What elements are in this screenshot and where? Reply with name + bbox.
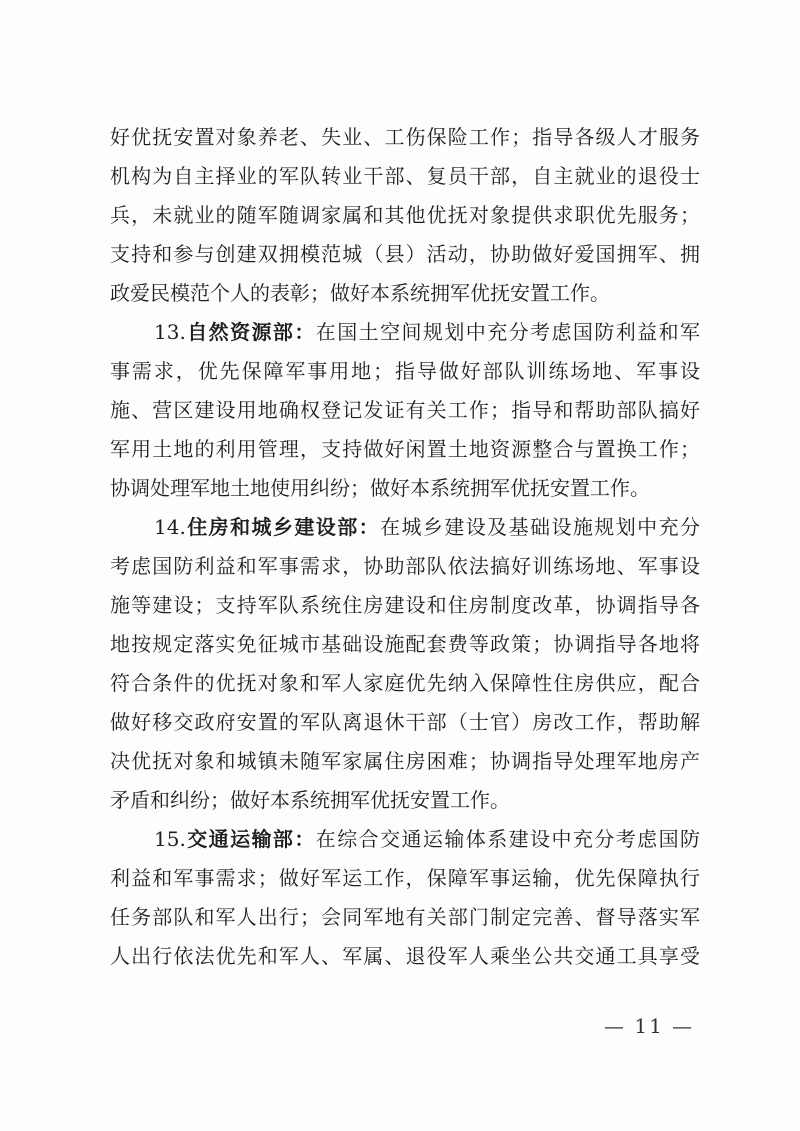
text-line: 机构为自主择业的军队转业干部、复员干部，自主就业的退役士 [110,164,700,188]
department-heading: 住房和城乡建设部： [185,515,381,539]
text-span: 在城乡建设及基础设施规划中充分 [380,515,701,539]
item-number: 13. [154,320,186,344]
text-line: 兵，未就业的随军随调家属和其他优抚对象提供求职优先服务； [110,203,700,227]
text-line: 做好移交政府安置的军队离退休干部（士官）房改工作，帮助解 [110,710,700,734]
text-line: 利益和军事需求；做好军运工作，保障军事运输，优先保障执行 [110,866,700,890]
paragraph-first-line [110,508,700,547]
text-line: 军用土地的利用管理，支持做好闲置土地资源整合与置换工作； [110,437,700,461]
item-number: 14. [154,515,186,539]
text-line: 施、营区建设用地确权登记发证有关工作；指导和帮助部队搞好 [110,398,700,422]
item-number: 15. [154,827,186,851]
paragraph-first-line [110,313,700,352]
department-heading: 自然资源部： [185,320,316,344]
text-line: 矛盾和纠纷；做好本系统拥军优抚安置工作。 [110,788,510,812]
text-line: 决优抚对象和城镇未随军家属住房困难；协调指导处理军地房产 [110,749,700,773]
department-heading: 交通运输部： [185,827,316,851]
text-line: 支持和参与创建双拥模范城（县）活动，协助做好爱国拥军、拥 [110,242,700,266]
text-line: 好优抚安置对象养老、失业、工伤保险工作；指导各级人才服务 [110,125,700,149]
text-line: 人出行依法优先和军人、军属、退役军人乘坐公共交通工具享受 [110,944,700,968]
text-line: 考虑国防利益和军事需求，协助部队依法搞好训练场地、军事设 [110,554,700,578]
paragraph-13-natural-resources [110,313,700,508]
text-span: 在国土空间规划中充分考虑国防利益和军 [315,320,701,344]
text-line: 地按规定落实免征城市基础设施配套费等政策；协调指导各地将 [110,632,700,656]
document-body [110,118,700,976]
text-line: 施等建设；支持军队系统住房建设和住房制度改革，协调指导各 [110,593,700,617]
page-number: — 11 — [604,1014,695,1038]
text-line: 符合条件的优抚对象和军人家庭优先纳入保障性住房供应，配合 [110,671,700,695]
paragraph-15-transport [110,820,700,976]
text-line: 任务部队和军人出行；会同军地有关部门制定完善、督导落实军 [110,905,700,929]
paragraph-first-line [110,820,700,859]
paragraph-continuation [110,118,700,313]
text-line: 协调处理军地土地使用纠纷；做好本系统拥军优抚安置工作。 [110,476,650,500]
text-line: 政爱民模范个人的表彰；做好本系统拥军优抚安置工作。 [110,281,610,305]
text-line: 事需求，优先保障军事用地；指导做好部队训练场地、军事设 [110,359,700,383]
text-span: 在综合交通运输体系建设中充分考虑国防 [315,827,701,851]
paragraph-14-housing [110,508,700,820]
